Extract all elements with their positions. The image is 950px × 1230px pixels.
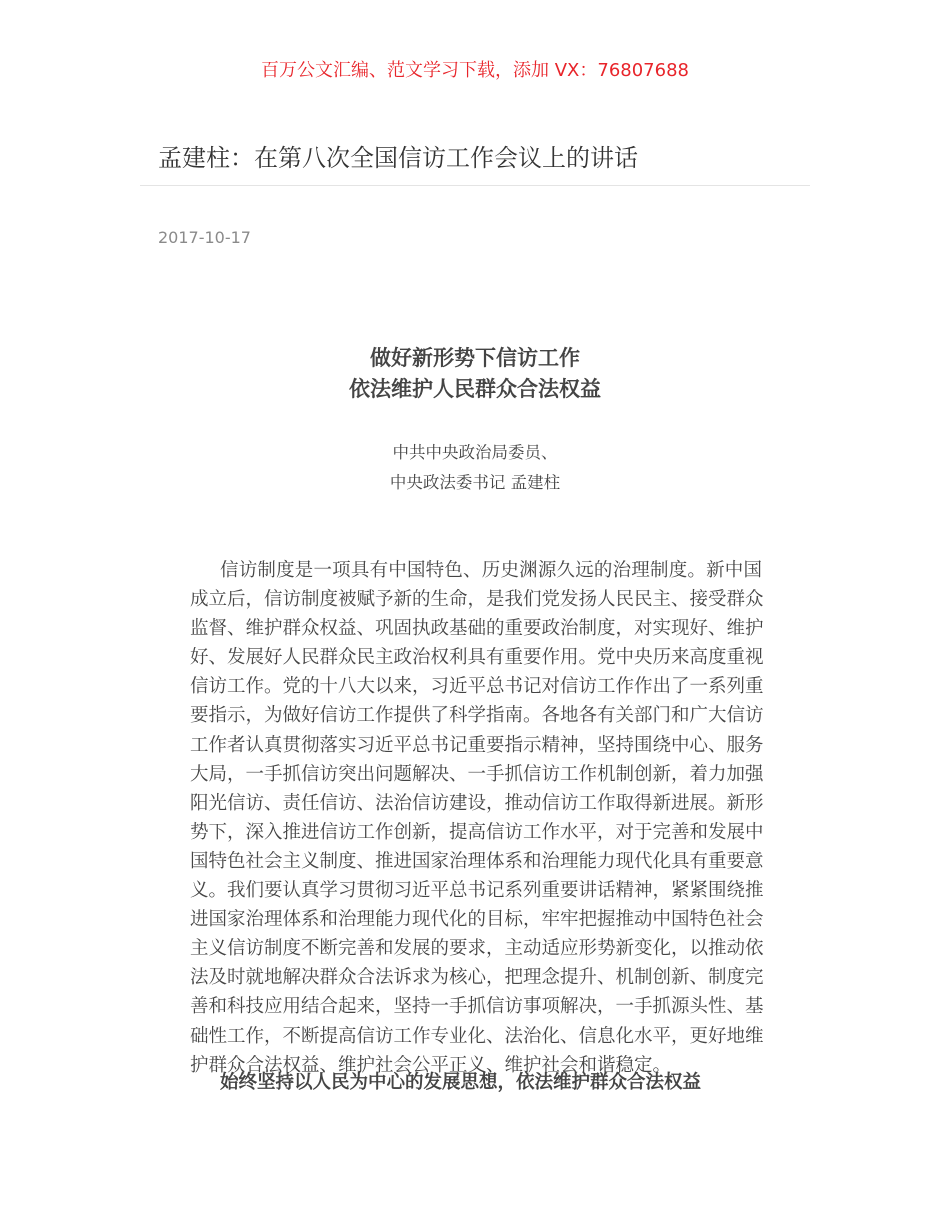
body-line: 大局，一手抓信访突出问题解决、一手抓信访工作机制创新，着力加强 — [190, 763, 764, 785]
body-line: 工作者认真贯彻落实习近平总书记重要指示精神，坚持围绕中心、服务 — [190, 734, 764, 756]
title-divider — [140, 185, 810, 186]
body-line: 进国家治理体系和治理能力现代化的目标，牢牢把握推动中国特色社会 — [190, 909, 764, 931]
article-body — [190, 556, 762, 1080]
body-line: 法及时就地解决群众合法诉求为核心，把理念提升、机制创新、制度完 — [190, 967, 764, 989]
section-subheading: 始终坚持以人民为中心的发展思想，依法维护群众合法权益 — [220, 1072, 702, 1093]
body-line: 护群众合法权益、维护社会公平正义、维护社会和谐稳定。 — [190, 1054, 672, 1076]
body-line: 信访工作。党的十八大以来，习近平总书记对信访工作作出了一系列重 — [190, 676, 764, 698]
author-line: 中共中央政治局委员、 — [392, 443, 558, 462]
body-line: 好、发展好人民群众民主政治权利具有重要作用。党中央历来高度重视 — [190, 647, 764, 669]
body-line: 成立后，信访制度被赋予新的生命，是我们党发扬人民民主、接受群众 — [190, 589, 764, 611]
article-title: 孟建柱：在第八次全国信访工作会议上的讲话 — [158, 144, 638, 172]
body-line: 要指示，为做好信访工作提供了科学指南。各地各有关部门和广大信访 — [190, 705, 764, 727]
author-line: 中央政法委书记 孟建柱 — [389, 473, 561, 492]
speech-heading-line: 做好新形势下信访工作 — [370, 346, 580, 370]
body-line: 义。我们要认真学习贯彻习近平总书记系列重要讲话精神，紧紧围绕推 — [190, 880, 764, 902]
body-line: 础性工作，不断提高信访工作专业化、法治化、信息化水平，更好地维 — [190, 1025, 764, 1047]
body-line: 阳光信访、责任信访、法治信访建设，推动信访工作取得新进展。新形 — [190, 792, 764, 814]
body-line: 国特色社会主义制度、推进国家治理体系和治理能力现代化具有重要意 — [190, 850, 764, 872]
body-line: 监督、维护群众权益、巩固执政基础的重要政治制度，对实现好、维护 — [190, 618, 764, 640]
body-line: 势下，深入推进信访工作创新，提高信访工作水平，对于完善和发展中 — [190, 821, 764, 843]
promo-banner: 百万公文汇编、范文学习下载，添加 VX：76807688 — [261, 60, 689, 81]
body-line: 善和科技应用结合起来，坚持一手抓信访事项解决，一手抓源头性、基 — [190, 996, 764, 1018]
speech-heading — [0, 343, 950, 405]
body-line: 主义信访制度不断完善和发展的要求，主动适应形势新变化，以推动依 — [190, 938, 764, 960]
body-line: 信访制度是一项具有中国特色、历史渊源久远的治理制度。新中国 — [220, 560, 762, 581]
article-date: 2017-10-17 — [158, 228, 251, 247]
speech-heading-line: 依法维护人民群众合法权益 — [349, 377, 601, 401]
speech-author — [0, 438, 950, 498]
